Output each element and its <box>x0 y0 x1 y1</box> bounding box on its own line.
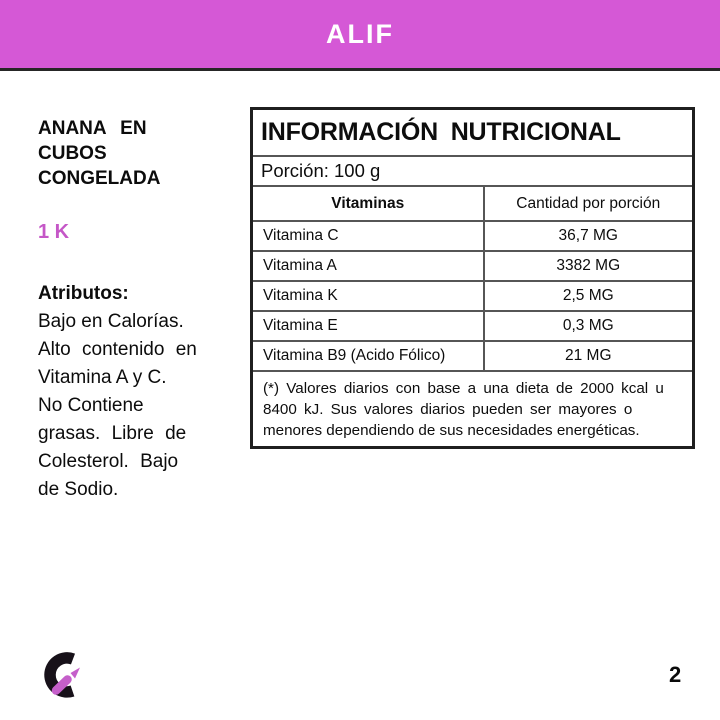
table-header-row <box>252 186 694 221</box>
vitamin-name: Vitamina K <box>252 281 484 311</box>
header-bar <box>0 0 720 68</box>
footnote <box>252 371 694 448</box>
table-row <box>252 341 694 371</box>
nutrition-panel <box>250 107 695 449</box>
brand-title: ALIF <box>326 18 394 49</box>
nutrition-title: INFORMACIÓN NUTRICIONAL <box>252 109 694 157</box>
portion-row <box>252 156 694 186</box>
table-row <box>252 221 694 251</box>
attributes-line: No Contiene <box>38 395 144 416</box>
vitamin-amount: 2,5 MG <box>484 281 694 311</box>
vitamin-name: Vitamina E <box>252 311 484 341</box>
footnote-line: (*) Valores diarios con base a una dieta de 2000 kcal u <box>263 379 664 397</box>
page-number: 2 <box>669 662 682 687</box>
attributes-line: Colesterol. Bajo <box>38 451 179 472</box>
product-name-line: CONGELADA <box>38 168 161 189</box>
product-name-line: ANANA EN <box>38 118 147 139</box>
attributes-line: Bajo en Calorías. <box>38 311 184 332</box>
column-header-amount: Cantidad por porción <box>484 186 694 221</box>
nutrition-table <box>250 107 695 449</box>
product-attributes <box>38 280 228 504</box>
brand-logo-icon <box>37 650 87 700</box>
attributes-line: grasas. Libre de <box>38 423 187 444</box>
product-weight: 1 K <box>38 221 70 243</box>
vitamin-amount: 3382 MG <box>484 251 694 281</box>
vitamin-name: Vitamina C <box>252 221 484 251</box>
product-name <box>38 116 228 191</box>
footnote-line: 8400 kJ. Sus valores diarios pueden ser mayores o <box>263 400 633 418</box>
attributes-heading: Atributos: <box>38 283 129 304</box>
attributes-line: Alto contenido en <box>38 339 197 360</box>
vitamin-name: Vitamina A <box>252 251 484 281</box>
attributes-line: de Sodio. <box>38 479 119 500</box>
header-divider <box>0 68 720 71</box>
footnote-row <box>252 371 694 448</box>
table-row <box>252 251 694 281</box>
product-panel <box>38 116 228 504</box>
footnote-line: menores dependiendo de sus necesidades energéticas. <box>263 421 640 439</box>
table-row <box>252 311 694 341</box>
vitamin-name: Vitamina B9 (Acido Fólico) <box>252 341 484 371</box>
column-header-vitamins: Vitaminas <box>252 186 484 221</box>
portion-label: Porción: 100 g <box>252 156 694 186</box>
attributes-line: Vitamina A y C. <box>38 367 167 388</box>
vitamin-amount: 0,3 MG <box>484 311 694 341</box>
product-name-line: CUBOS <box>38 143 107 164</box>
vitamin-amount: 36,7 MG <box>484 221 694 251</box>
nutrition-title-row <box>252 109 694 157</box>
table-row <box>252 281 694 311</box>
vitamin-amount: 21 MG <box>484 341 694 371</box>
